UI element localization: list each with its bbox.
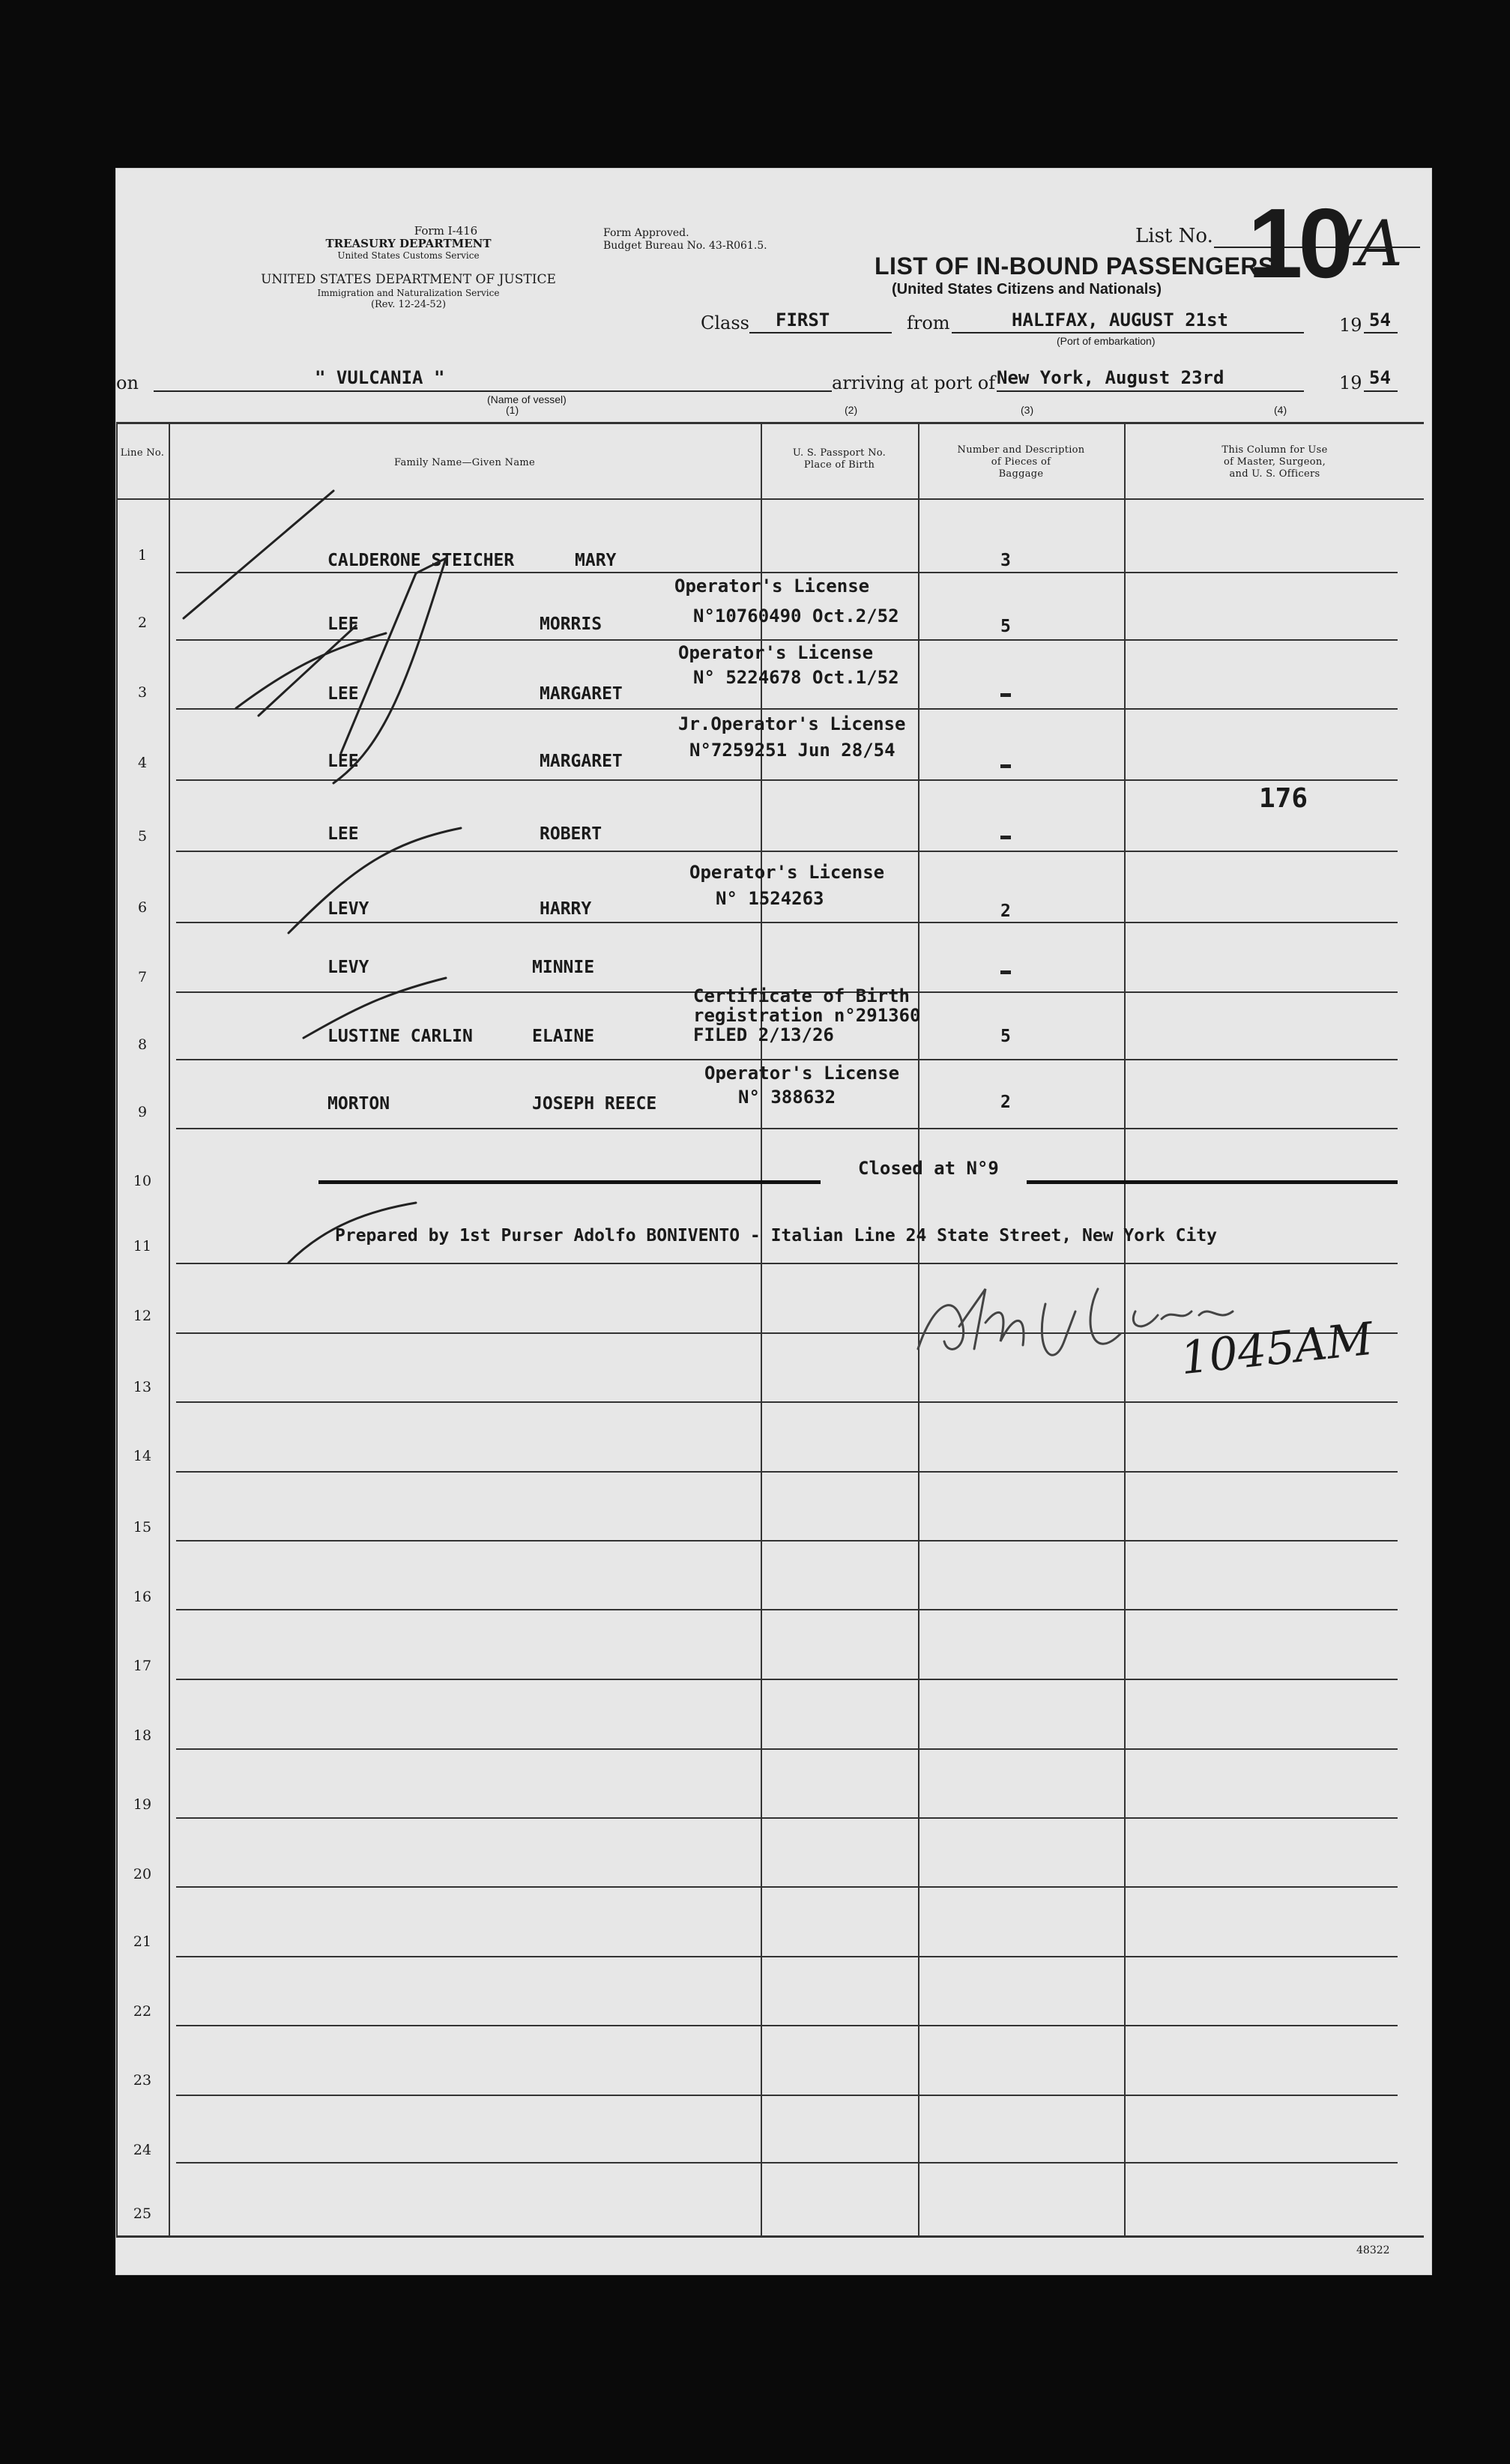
- table-row-rule: [176, 2162, 1398, 2163]
- passenger-baggage-none: [1000, 836, 1011, 839]
- port-of-embarkation-value: HALIFAX, AUGUST 21st: [1012, 309, 1228, 330]
- list-no-handwritten-suffix: /A: [1336, 207, 1403, 280]
- passenger-baggage: 5: [1000, 1027, 1011, 1046]
- form-approved: Form Approved.: [603, 227, 689, 239]
- year-prefix: 19: [1339, 315, 1362, 336]
- col1-number: (1): [506, 404, 519, 416]
- customs-service: United States Customs Service: [337, 250, 480, 261]
- page-subtitle: (United States Citizens and Nationals): [892, 281, 1162, 298]
- col-header-baggage-2: of Pieces of: [991, 456, 1051, 468]
- ins-service: Immigration and Naturalization Service: [317, 288, 500, 298]
- col-header-line-no: Line No.: [120, 447, 165, 459]
- passenger-given-name: ROBERT: [540, 824, 603, 844]
- line-number: 20: [133, 1866, 152, 1882]
- line-number: 18: [133, 1727, 152, 1744]
- col-header-baggage-1: Number and Description: [957, 444, 1085, 456]
- table-row-rule: [176, 1609, 1398, 1610]
- table-row-rule: [176, 1886, 1398, 1888]
- revision: (Rev. 12-24-52): [370, 299, 447, 310]
- year2-underline: [1364, 390, 1398, 392]
- passenger-given-name: JOSEPH REECE: [532, 1094, 657, 1114]
- passenger-family-name: LEVY: [327, 899, 369, 919]
- table-bottom-border: [116, 2235, 1424, 2238]
- line-number: 9: [137, 1104, 148, 1120]
- port-embarkation-caption: (Port of embarkation): [1057, 335, 1156, 347]
- passenger-family-name: MORTON: [327, 1094, 390, 1114]
- table-row-rule: [176, 1748, 1398, 1750]
- line-number: 14: [133, 1448, 152, 1464]
- on-label: on: [116, 372, 139, 393]
- col2-number: (2): [845, 404, 858, 416]
- line-number: 1: [137, 547, 148, 564]
- line-number: 23: [133, 2072, 152, 2089]
- col-header-birthplace: Place of Birth: [803, 459, 875, 471]
- passenger-baggage-none: [1000, 764, 1011, 768]
- arrival-port-value: New York, August 23rd: [997, 367, 1224, 388]
- line-number: 24: [133, 2142, 152, 2158]
- table-row-rule: [176, 2025, 1398, 2026]
- table-row-rule: [176, 1956, 1398, 1957]
- year2-value: 54: [1369, 367, 1391, 388]
- document-note: N°10760490 Oct.2/52: [693, 606, 899, 626]
- passenger-baggage: 2: [1000, 902, 1011, 921]
- vessel-caption: (Name of vessel): [487, 393, 567, 405]
- line-number: 8: [137, 1036, 148, 1053]
- passenger-family-name: LUSTINE CARLIN: [327, 1027, 473, 1046]
- col4-number: (4): [1274, 404, 1287, 416]
- arriving-label: arriving at port of: [832, 372, 996, 393]
- table-row-rule: [176, 1401, 1398, 1403]
- line-number: 11: [133, 1238, 152, 1254]
- document-note: Certificate of Birth: [693, 985, 910, 1006]
- list-no-stamp: 10: [1248, 188, 1349, 298]
- passenger-family-name: LEE: [327, 752, 359, 771]
- prepared-by-note: Prepared by 1st Purser Adolfo BONIVENTO - Italian Line 24 State Street, New York City: [335, 1226, 1218, 1245]
- passenger-family-name: LEVY: [327, 958, 369, 977]
- passenger-given-name: MARGARET: [540, 752, 623, 771]
- class-underline: [749, 332, 892, 333]
- passenger-family-name: LEE: [327, 615, 359, 634]
- line-number: 4: [137, 755, 148, 771]
- passenger-baggage-none: [1000, 693, 1011, 697]
- passenger-baggage: 2: [1000, 1093, 1011, 1112]
- document-note: FILED 2/13/26: [693, 1024, 834, 1045]
- document-note: N° 5224678 Oct.1/52: [693, 667, 899, 688]
- budget-bureau: Budget Bureau No. 43-R061.5.: [603, 240, 767, 252]
- table-row-rule: [176, 1679, 1398, 1680]
- closed-rule-right: [1027, 1180, 1398, 1184]
- from-underline: [952, 332, 1304, 333]
- passenger-family-name: LEE: [327, 684, 359, 704]
- vessel-name: " VULCANIA ": [315, 367, 445, 388]
- document-page: [116, 169, 1431, 2274]
- line-number: 3: [137, 684, 148, 701]
- passenger-baggage: 3: [1000, 551, 1011, 570]
- line-number: 5: [137, 828, 148, 845]
- col-divider-name: [761, 422, 762, 2235]
- col-header-passport: U. S. Passport No.: [792, 447, 887, 459]
- document-note: registration n°291360: [693, 1005, 921, 1026]
- passenger-family-name: LEE: [327, 824, 359, 844]
- arriving-underline: [997, 390, 1304, 392]
- list-no-label: List No.: [1135, 225, 1213, 247]
- class-label: Class: [701, 312, 749, 333]
- passenger-given-name: MORRIS: [540, 615, 603, 634]
- closed-note: Closed at N°9: [858, 1158, 999, 1179]
- line-number: 15: [133, 1519, 152, 1536]
- line-number: 19: [133, 1796, 152, 1813]
- form-number: Form I-416: [414, 224, 478, 238]
- col-header-officers-1: This Column for Use: [1221, 444, 1328, 456]
- document-note: Operator's License: [704, 1063, 900, 1084]
- table-left-border: [116, 422, 118, 2235]
- line-number: 2: [137, 615, 148, 631]
- passenger-baggage: 5: [1000, 617, 1011, 636]
- document-note: N° 388632: [738, 1087, 836, 1108]
- document-note: N°7259251 Jun 28/54: [689, 740, 896, 761]
- class-value: FIRST: [776, 309, 830, 330]
- document-note: Operator's License: [678, 642, 874, 663]
- passenger-baggage-none: [1000, 970, 1011, 974]
- document-note: N° 1524263: [716, 888, 824, 909]
- line-number: 17: [133, 1658, 152, 1674]
- line-number: 16: [133, 1589, 152, 1605]
- officer-number: 176: [1259, 783, 1308, 814]
- from-label: from: [907, 312, 950, 333]
- document-note: Operator's License: [674, 576, 870, 597]
- passenger-given-name: MARGARET: [540, 684, 623, 704]
- vessel-underline: [154, 390, 832, 392]
- line-number: 22: [133, 2003, 152, 2020]
- document-note: Operator's License: [689, 862, 885, 883]
- line-number: 25: [133, 2205, 152, 2222]
- col-header-officers-3: and U. S. Officers: [1229, 468, 1320, 480]
- year-value: 54: [1369, 309, 1391, 330]
- passenger-given-name: MINNIE: [532, 958, 595, 977]
- table-row-rule: [176, 1471, 1398, 1473]
- passenger-given-name: MARY: [575, 551, 617, 570]
- justice-department: UNITED STATES DEPARTMENT OF JUSTICE: [261, 272, 556, 287]
- document-note: Jr.Operator's License: [678, 713, 906, 734]
- col3-number: (3): [1021, 404, 1034, 416]
- line-number: 12: [133, 1308, 152, 1324]
- passenger-given-name: ELAINE: [532, 1027, 595, 1046]
- line-number: 13: [133, 1379, 152, 1395]
- year-underline: [1364, 332, 1398, 333]
- passenger-family-name: CALDERONE STEICHER: [327, 551, 515, 570]
- year2-prefix: 19: [1339, 372, 1362, 393]
- table-top-border: [116, 422, 1424, 424]
- footer-code: 48322: [1356, 2244, 1390, 2256]
- line-number: 21: [133, 1933, 152, 1950]
- col-header-officers-2: of Master, Surgeon,: [1223, 456, 1326, 468]
- line-number: 10: [133, 1173, 152, 1189]
- line-number: 7: [137, 969, 148, 985]
- line-number: 6: [137, 899, 148, 916]
- page-title: LIST OF IN-BOUND PASSENGERS: [875, 253, 1275, 280]
- col-header-name: Family Name—Given Name: [394, 457, 535, 468]
- handwritten-strokes: [161, 468, 611, 1293]
- table-row-rule: [176, 1540, 1398, 1541]
- col-header-baggage-3: Baggage: [998, 468, 1044, 480]
- treasury-department: TREASURY DEPARTMENT: [325, 237, 492, 250]
- passenger-given-name: HARRY: [540, 899, 592, 919]
- handwritten-time: 1045AM: [1178, 1312, 1376, 1386]
- table-row-rule: [176, 2095, 1398, 2096]
- table-row-rule: [176, 1817, 1398, 1819]
